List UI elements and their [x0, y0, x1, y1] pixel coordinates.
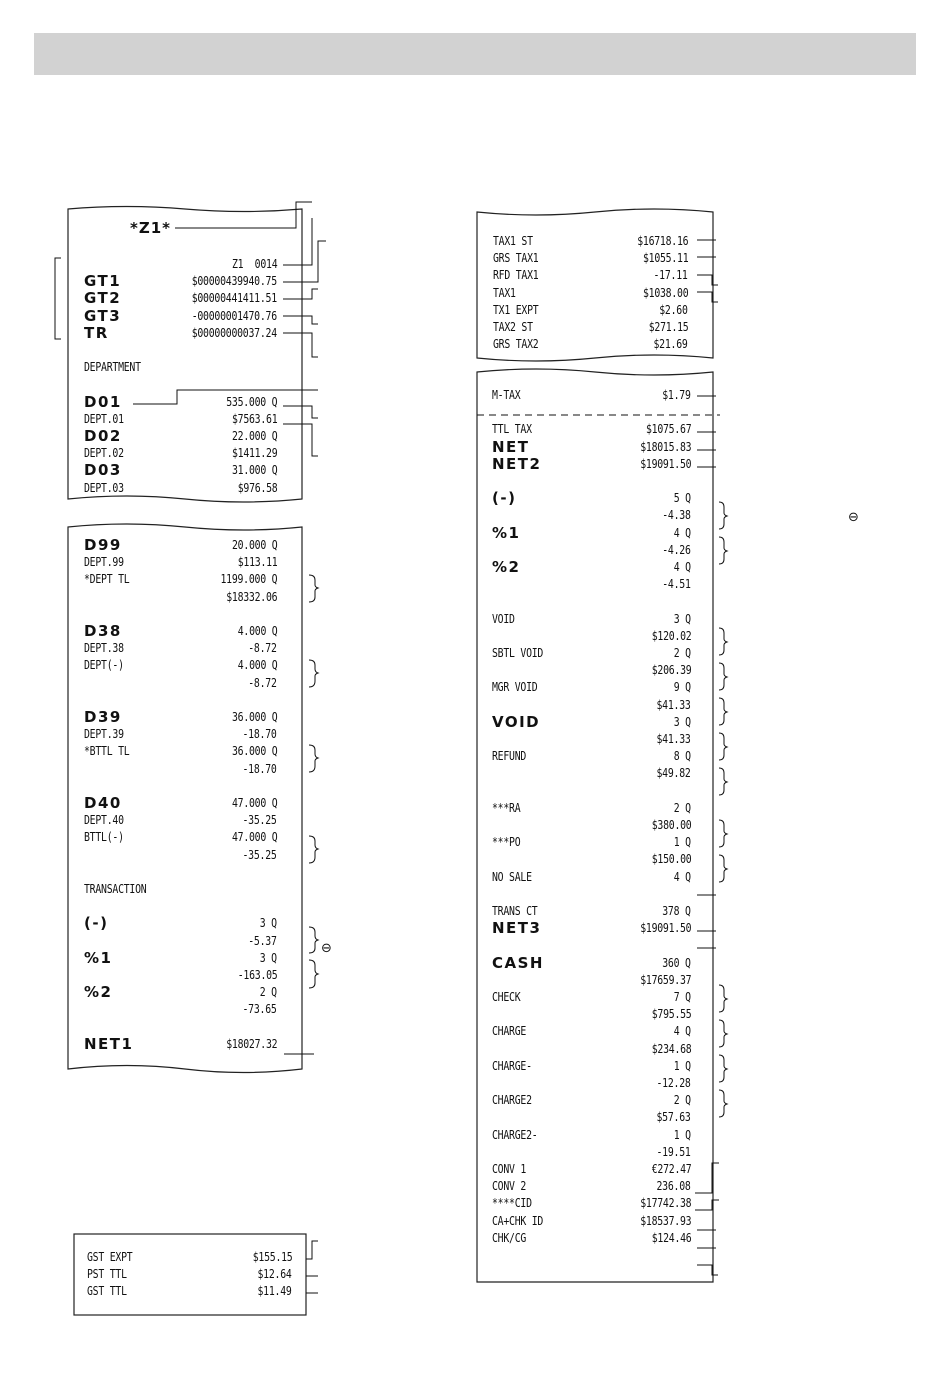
receipt-line: [492, 645, 691, 662]
line-label: DEPT.39: [84, 727, 124, 742]
line-label: %1: [492, 523, 521, 542]
line-label: D01: [84, 392, 122, 411]
receipt-line: [84, 359, 277, 376]
line-value: $18027.32: [225, 1036, 277, 1051]
line-value: 4 Q: [673, 560, 691, 574]
brace: [719, 820, 727, 847]
receipt-line: [84, 256, 277, 273]
receipt-line: [492, 593, 691, 610]
brace: [719, 768, 727, 795]
line-label: GRS TAX1: [493, 251, 539, 266]
line-value: $271.15: [648, 320, 688, 334]
receipt-line: [492, 748, 691, 765]
receipt-line: [492, 817, 691, 834]
line-label: SBTL VOID: [492, 646, 544, 660]
receipt-line: [492, 679, 691, 696]
receipt-line: [493, 336, 688, 353]
receipt-line: [492, 611, 691, 628]
receipt-line: [87, 1266, 292, 1283]
line-value: 1 Q: [673, 835, 691, 850]
line-value: -4.38: [662, 508, 691, 523]
receipt-line: [84, 864, 277, 881]
line-value: 4 Q: [673, 1024, 691, 1039]
receipt-line: [84, 428, 277, 445]
line-label: DEPARTMENT: [84, 360, 141, 375]
receipt-line: [492, 765, 691, 782]
receipt-line: [84, 1036, 277, 1053]
line-value: 20.000 Q: [231, 538, 277, 552]
receipt-line: [84, 462, 277, 479]
line-label: D03: [84, 461, 122, 480]
receipt-line: [492, 456, 691, 473]
receipt-line: [492, 1109, 691, 1126]
line-label: *BTTL TL: [84, 744, 130, 759]
line-value: 7 Q: [673, 990, 691, 1004]
brace: [719, 502, 727, 529]
receipt-line: [492, 1161, 691, 1178]
line-label: TAX1: [493, 285, 516, 300]
receipt-line: [492, 421, 691, 438]
line-label: TRANSACTION: [84, 882, 147, 896]
brace: [719, 698, 727, 725]
line-value: $11.49: [257, 1284, 292, 1299]
brace: [719, 985, 727, 1012]
line-value: 1199.000 Q: [220, 572, 277, 587]
line-label: D99: [84, 536, 122, 554]
receipt-line: [492, 731, 691, 748]
line-label: D02: [84, 427, 122, 445]
receipt-line: [84, 445, 277, 462]
receipt-line: [492, 1213, 691, 1230]
line-label: GT2: [84, 289, 122, 308]
receipt-line: [84, 376, 277, 393]
line-value: 236.08: [656, 1179, 691, 1194]
brace: [719, 663, 727, 690]
receipt-line: [492, 869, 691, 886]
receipt-line: [492, 886, 691, 903]
right-main-receipt: [477, 368, 713, 1283]
line-label: CASH: [492, 953, 544, 972]
receipt-line: [492, 1144, 691, 1161]
line-label: NET3: [492, 919, 542, 938]
line-value: -18.70: [242, 761, 277, 776]
line-value: $17659.37: [639, 972, 691, 987]
receipt-line: [84, 847, 277, 864]
line-label: D40: [84, 794, 122, 812]
line-value: $16718.16: [636, 234, 688, 248]
brace: [719, 537, 727, 564]
line-value: 535.000 Q: [225, 394, 277, 409]
receipt-line: [84, 411, 277, 428]
receipt-line: [84, 915, 277, 932]
line-value: 31.000 Q: [231, 463, 277, 478]
line-value: 2 Q: [673, 1093, 691, 1108]
receipt-line: [84, 795, 277, 812]
receipt-line: [84, 829, 277, 846]
line-value: $7563.61: [231, 411, 277, 426]
receipt-line: [492, 1195, 691, 1212]
line-value: 4 Q: [673, 869, 691, 884]
line-value: -12.28: [656, 1076, 691, 1090]
line-label: TAX2 ST: [493, 320, 533, 334]
line-value: $17742.38: [639, 1196, 691, 1211]
right-braces: [719, 502, 727, 1117]
line-value: 3 Q: [673, 611, 691, 626]
receipt-line: [493, 267, 688, 284]
minus-circle-icon: ⊖: [321, 941, 332, 956]
line-label: CONV 2: [492, 1179, 527, 1194]
line-label: DEPT(-): [84, 658, 124, 673]
line-label: REFUND: [492, 749, 527, 764]
line-value: 378 Q: [662, 904, 691, 918]
receipt-line: [84, 571, 277, 588]
line-label: GT3: [84, 306, 122, 325]
receipt-line: [492, 525, 691, 542]
line-value: 3 Q: [259, 916, 277, 931]
line-label: DEPT.38: [84, 641, 124, 656]
receipt-line: [84, 657, 277, 674]
line-value: 4.000 Q: [237, 658, 277, 673]
receipt-line: [492, 387, 691, 404]
line-label: VOID: [492, 712, 541, 731]
line-value: 47.000 Q: [231, 830, 277, 845]
receipt-line: [493, 233, 688, 250]
brace: [719, 1055, 727, 1082]
line-value: 2 Q: [673, 646, 691, 660]
receipt-line: [84, 589, 277, 606]
receipt-line: [84, 537, 277, 554]
receipt-line: [492, 800, 691, 817]
receipt-line: [492, 1041, 691, 1058]
receipt-line: [84, 984, 277, 1001]
line-value: 360 Q: [662, 955, 691, 970]
receipt-line: [84, 933, 277, 950]
receipt-line: [84, 778, 277, 795]
receipt-line: [492, 439, 691, 456]
brace: [719, 1090, 727, 1117]
receipt-line: [493, 302, 688, 319]
receipt-line: [492, 783, 691, 800]
line-value: $2.60: [659, 302, 688, 317]
line-value: -4.51: [662, 577, 691, 592]
receipt-line: [87, 1249, 292, 1266]
z1-receipt-top: [68, 209, 302, 514]
receipt-line: [84, 898, 277, 915]
line-label: NET: [492, 437, 530, 456]
line-label: %1: [84, 948, 113, 967]
line-value: $00000441411.51: [191, 291, 277, 306]
line-value: $976.58: [237, 480, 277, 495]
receipt-line: [84, 308, 277, 325]
receipt-line: [84, 325, 277, 342]
line-value: 36.000 Q: [231, 744, 277, 759]
receipt-line: [84, 726, 277, 743]
tax-receipt: [477, 212, 713, 364]
receipt-line: [492, 473, 691, 490]
receipt-line: [84, 812, 277, 829]
line-value: 22.000 Q: [231, 429, 277, 443]
line-label: TR: [84, 323, 109, 342]
line-value: Z1 0014: [231, 257, 277, 271]
receipt-line: [84, 675, 277, 692]
line-label: DEPT.40: [84, 813, 124, 828]
receipt-line: [84, 342, 277, 359]
brace: [719, 733, 727, 760]
z1-receipt-continued: [68, 521, 302, 1081]
receipt-line: [84, 692, 277, 709]
line-label: GRS TAX2: [493, 337, 539, 352]
line-value: 1 Q: [673, 1058, 691, 1073]
receipt-line: [84, 950, 277, 967]
receipt-line: [492, 955, 691, 972]
receipt-line: [492, 937, 691, 954]
line-label: D38: [84, 622, 122, 640]
line-value: -73.65: [242, 1002, 277, 1017]
line-value: -8.72: [248, 641, 277, 656]
line-value: $00000439940.75: [191, 274, 277, 289]
line-value: $150.00: [651, 852, 691, 867]
line-label: TAX1 ST: [493, 234, 533, 248]
receipt-line: [493, 285, 688, 302]
line-value: 4 Q: [673, 525, 691, 540]
receipt-line: [492, 1092, 691, 1109]
receipt-line: [84, 554, 277, 571]
receipt-line: [492, 576, 691, 593]
receipt-line: [492, 490, 691, 507]
receipt-line: [84, 623, 277, 640]
line-value: $00000000037.24: [191, 325, 277, 340]
gst-receipt: [74, 1234, 306, 1315]
receipt-line: [492, 851, 691, 868]
receipt-line: [84, 761, 277, 778]
line-value: $1075.67: [645, 422, 691, 437]
line-value: -19.51: [656, 1144, 691, 1159]
receipt-line: [84, 1001, 277, 1018]
brace: [719, 855, 727, 882]
line-label: CHARGE2-: [492, 1127, 538, 1142]
line-label: CHARGE-: [492, 1058, 532, 1073]
receipt-line: [492, 834, 691, 851]
receipt-line: [492, 989, 691, 1006]
line-value: -00000001470.76: [191, 308, 277, 323]
receipt-line: [492, 662, 691, 679]
receipt-line: [84, 480, 277, 497]
receipt-line: [492, 1178, 691, 1195]
line-label: ***RA: [492, 800, 521, 815]
line-value: 47.000 Q: [231, 796, 277, 810]
line-label: CHARGE2: [492, 1093, 532, 1108]
line-value: $21.69: [653, 337, 688, 352]
line-label: DEPT.99: [84, 555, 124, 570]
line-value: $12.64: [257, 1267, 292, 1282]
receipt-line: [84, 290, 277, 307]
line-value: 36.000 Q: [231, 710, 277, 724]
receipt-line: [84, 640, 277, 657]
receipt-line: [84, 273, 277, 290]
line-label: DEPT.02: [84, 446, 124, 461]
line-label: NO SALE: [492, 869, 532, 884]
line-label: *DEPT TL: [84, 572, 130, 587]
line-value: $1038.00: [642, 285, 688, 300]
receipt-line: [492, 628, 691, 645]
receipt-line: [84, 394, 277, 411]
line-value: -17.11: [653, 268, 688, 283]
receipt-line: [492, 697, 691, 714]
receipt-line: [492, 903, 691, 920]
receipt-line: [492, 559, 691, 576]
receipt-line: [493, 250, 688, 267]
line-value: €272.47: [651, 1162, 691, 1176]
receipt-line: [84, 1019, 277, 1036]
line-label: CA+CHK ID: [492, 1213, 544, 1228]
line-value: $124.46: [651, 1230, 691, 1245]
line-label: PST TTL: [87, 1267, 127, 1282]
receipt-line: [492, 1127, 691, 1144]
line-value: $57.63: [656, 1110, 691, 1125]
line-label: GST TTL: [87, 1284, 127, 1299]
line-value: $19091.50: [639, 456, 691, 471]
line-value: $19091.50: [639, 921, 691, 936]
receipt-line: [492, 404, 691, 421]
receipt-line: [84, 881, 277, 898]
line-value: 2 Q: [259, 985, 277, 1000]
line-value: -163.05: [237, 968, 277, 982]
receipt-line: [492, 1006, 691, 1023]
receipt-line: [492, 507, 691, 524]
line-value: $120.02: [651, 628, 691, 643]
line-label: TTL TAX: [492, 422, 532, 437]
line-value: $795.55: [651, 1007, 691, 1022]
line-label: GST EXPT: [87, 1250, 133, 1264]
line-label: VOID: [492, 611, 515, 626]
receipt-line: [492, 972, 691, 989]
receipt-line: [492, 714, 691, 731]
line-value: $380.00: [651, 818, 691, 832]
line-label: CHECK: [492, 990, 521, 1004]
receipt-line: [84, 606, 277, 623]
receipt-line: [84, 743, 277, 760]
line-value: $155.15: [252, 1250, 292, 1264]
line-value: $41.33: [656, 732, 691, 746]
line-label: CONV 1: [492, 1162, 527, 1176]
receipt-line: [84, 709, 277, 726]
line-value: $234.68: [651, 1041, 691, 1056]
line-label: %2: [492, 558, 521, 576]
line-value: -5.37: [248, 933, 277, 948]
receipt-line: [492, 1058, 691, 1075]
receipt-line: [492, 1023, 691, 1040]
line-value: -18.70: [242, 727, 277, 742]
receipt-line: [492, 1075, 691, 1092]
line-value: $1055.11: [642, 251, 688, 266]
line-value: -4.26: [662, 542, 691, 557]
line-value: $113.11: [237, 555, 277, 570]
line-label: ****CID: [492, 1196, 532, 1211]
line-label: NET2: [492, 454, 542, 473]
line-label: BTTL(-): [84, 830, 124, 845]
line-value: $1411.29: [231, 446, 277, 461]
brace: [719, 1020, 727, 1047]
line-value: 2 Q: [673, 800, 691, 815]
receipt-line: [87, 1283, 292, 1300]
z1-title: *Z1*: [130, 219, 172, 237]
line-value: 4.000 Q: [237, 624, 277, 638]
header-bar: [34, 33, 916, 75]
line-label: MGR VOID: [492, 680, 538, 695]
line-label: CHARGE: [492, 1024, 527, 1039]
line-value: $206.39: [651, 663, 691, 678]
line-value: 1 Q: [673, 1127, 691, 1142]
line-value: 9 Q: [673, 680, 691, 695]
line-label: RFD TAX1: [493, 268, 539, 283]
line-label: (-): [84, 914, 109, 933]
line-value: 3 Q: [673, 714, 691, 729]
line-value: -35.25: [242, 813, 277, 828]
receipt-line: [492, 920, 691, 937]
line-value: -35.25: [242, 847, 277, 862]
line-value: $18015.83: [639, 439, 691, 454]
receipt-line: [492, 542, 691, 559]
line-value: 8 Q: [673, 749, 691, 764]
receipt-line: [493, 319, 688, 336]
line-value: $1.79: [662, 388, 691, 402]
line-label: M-TAX: [492, 388, 521, 402]
line-value: $49.82: [656, 766, 691, 781]
receipt-line: [492, 1230, 691, 1247]
line-value: 3 Q: [259, 950, 277, 965]
line-label: (-): [492, 489, 517, 508]
line-label: NET1: [84, 1034, 134, 1053]
line-label: D39: [84, 708, 122, 726]
line-label: %2: [84, 983, 113, 1002]
line-label: DEPT.01: [84, 411, 124, 426]
line-label: TX1 EXPT: [493, 302, 539, 317]
line-value: $18537.93: [639, 1213, 691, 1228]
line-label: DEPT.03: [84, 480, 124, 495]
line-value: $18332.06: [225, 589, 277, 604]
receipt-line: [84, 967, 277, 984]
line-value: 5 Q: [673, 491, 691, 506]
line-label: GT1: [84, 272, 122, 291]
line-label: TRANS CT: [492, 904, 538, 918]
brace: [719, 628, 727, 655]
line-value: $41.33: [656, 697, 691, 712]
line-label: ***PO: [492, 835, 521, 850]
minus-circle-icon: ⊖: [848, 510, 859, 525]
line-label: CHK/CG: [492, 1230, 527, 1245]
line-value: -8.72: [248, 675, 277, 690]
